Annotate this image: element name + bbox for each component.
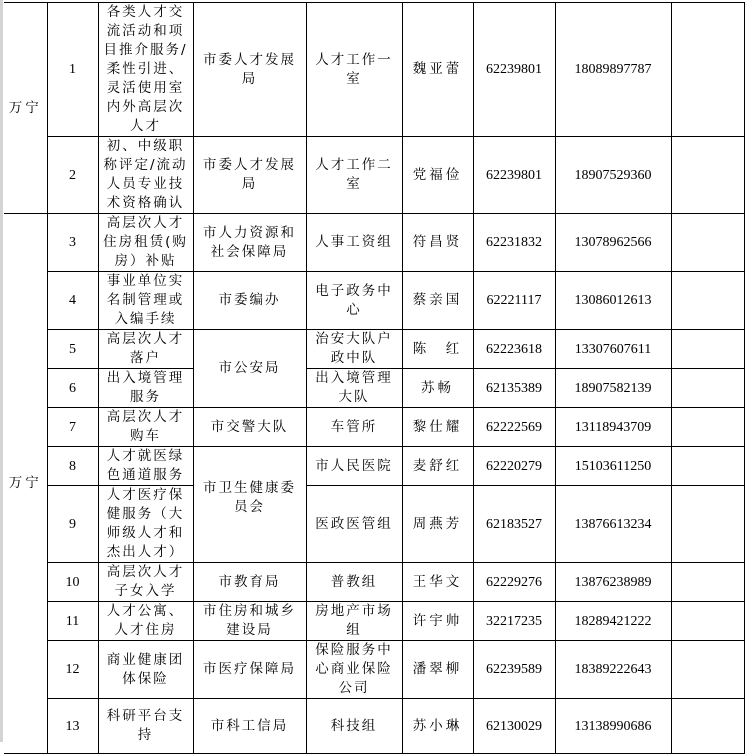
contact-person-cell[interactable]: 许宇帅	[402, 602, 473, 641]
department-cell[interactable]: 市公安局	[193, 330, 306, 408]
department-cell[interactable]: 市委编办	[193, 272, 306, 330]
office-cell[interactable]: 普教组	[306, 563, 402, 602]
row-number-cell[interactable]: 2	[47, 137, 98, 214]
region-cell[interactable]: 万宁	[4, 3, 47, 214]
row-number-cell[interactable]: 13	[47, 699, 98, 754]
service-cell[interactable]: 人才医疗保健服务（大师级人才和杰出人才）	[98, 486, 193, 563]
note-cell[interactable]	[671, 137, 744, 214]
row-number-cell[interactable]: 7	[47, 408, 98, 447]
office-cell[interactable]: 电子政务中心	[306, 272, 402, 330]
mobile-cell[interactable]: 13078962566	[555, 214, 671, 272]
office-cell[interactable]: 医政医管组	[306, 486, 402, 563]
landline-cell[interactable]: 62222569	[473, 408, 555, 447]
note-cell[interactable]	[671, 408, 744, 447]
note-cell[interactable]	[671, 3, 744, 137]
department-cell[interactable]: 市委人才发展局	[193, 137, 306, 214]
note-cell[interactable]	[671, 699, 744, 754]
table-row	[4, 486, 744, 563]
service-cell[interactable]: 高层次人才落户	[98, 330, 193, 369]
department-cell[interactable]: 市交警大队	[193, 408, 306, 447]
department-cell[interactable]: 市教育局	[193, 563, 306, 602]
note-cell[interactable]	[671, 369, 744, 408]
office-cell[interactable]: 人事工资组	[306, 214, 402, 272]
sheet-left-edge	[0, 0, 3, 742]
contact-person-cell[interactable]: 陈 红	[402, 330, 473, 369]
mobile-cell[interactable]: 13138990686	[555, 699, 671, 754]
contact-person-cell[interactable]: 黎仕耀	[402, 408, 473, 447]
note-cell[interactable]	[671, 447, 744, 486]
landline-cell[interactable]: 62130029	[473, 699, 555, 754]
contact-person-cell[interactable]: 党福俭	[402, 137, 473, 214]
table-row	[4, 214, 744, 272]
office-cell[interactable]: 人才工作一室	[306, 3, 402, 137]
office-cell[interactable]: 科技组	[306, 699, 402, 754]
office-cell[interactable]: 出入境管理大队	[306, 369, 402, 408]
table-row	[4, 330, 744, 369]
contact-person-cell[interactable]: 符昌贤	[402, 214, 473, 272]
service-cell[interactable]: 人才就医绿色通道服务	[98, 447, 193, 486]
table-row	[4, 3, 744, 137]
note-cell[interactable]	[671, 486, 744, 563]
note-cell[interactable]	[671, 214, 744, 272]
landline-cell[interactable]: 62220279	[473, 447, 555, 486]
office-cell[interactable]: 房地产市场组	[306, 602, 402, 641]
office-cell[interactable]: 治安大队户政中队	[306, 330, 402, 369]
note-cell[interactable]	[671, 602, 744, 641]
row-number-cell[interactable]: 8	[47, 447, 98, 486]
department-cell[interactable]: 市住房和城乡建设局	[193, 602, 306, 641]
service-cell[interactable]: 出入境管理服务	[98, 369, 193, 408]
service-cell[interactable]: 商业健康团体保险	[98, 641, 193, 699]
mobile-cell[interactable]: 18907529360	[555, 137, 671, 214]
contact-person-cell[interactable]: 魏亚蕾	[402, 3, 473, 137]
office-cell[interactable]: 车管所	[306, 408, 402, 447]
landline-cell[interactable]: 62231832	[473, 214, 555, 272]
row-number-cell[interactable]: 4	[47, 272, 98, 330]
row-number-cell[interactable]: 3	[47, 214, 98, 272]
service-cell[interactable]: 事业单位实名制管理或入编手续	[98, 272, 193, 330]
region-cell[interactable]: 万宁	[4, 214, 47, 754]
landline-cell[interactable]: 62221117	[473, 272, 555, 330]
row-number-cell[interactable]: 9	[47, 486, 98, 563]
mobile-cell[interactable]: 18389222643	[555, 641, 671, 699]
row-number-cell[interactable]: 11	[47, 602, 98, 641]
contact-person-cell[interactable]: 蔡亲国	[402, 272, 473, 330]
landline-cell[interactable]: 62239801	[473, 3, 555, 137]
landline-cell[interactable]: 62223618	[473, 330, 555, 369]
contact-person-cell[interactable]: 苏小琳	[402, 699, 473, 754]
table-row	[4, 602, 744, 641]
service-cell[interactable]: 高层次人才住房租赁(购房）补贴	[98, 214, 193, 272]
department-cell[interactable]: 市委人才发展局	[193, 3, 306, 137]
service-cell[interactable]: 高层次人才购车	[98, 408, 193, 447]
table-row	[4, 641, 744, 699]
contact-person-cell[interactable]: 周燕芳	[402, 486, 473, 563]
note-cell[interactable]	[671, 272, 744, 330]
department-cell[interactable]: 市医疗保障局	[193, 641, 306, 699]
landline-cell[interactable]: 62135389	[473, 369, 555, 408]
row-number-cell[interactable]: 10	[47, 563, 98, 602]
service-cell[interactable]: 科研平台支持	[98, 699, 193, 754]
landline-cell[interactable]: 62239589	[473, 641, 555, 699]
mobile-cell[interactable]: 13086012613	[555, 272, 671, 330]
service-cell[interactable]: 各类人才交流活动和项目推介服务/柔性引进、灵活使用室内外高层次人才	[98, 3, 193, 137]
contact-person-cell[interactable]: 苏畅	[402, 369, 473, 408]
department-cell[interactable]: 市人力资源和社会保障局	[193, 214, 306, 272]
table-row	[4, 137, 744, 214]
office-cell[interactable]: 保险服务中心商业保险公司	[306, 641, 402, 699]
mobile-cell[interactable]: 18289421222	[555, 602, 671, 641]
landline-cell[interactable]: 62239801	[473, 137, 555, 214]
note-cell[interactable]	[671, 641, 744, 699]
service-cell[interactable]: 高层次人才子女入学	[98, 563, 193, 602]
landline-cell[interactable]: 62183527	[473, 486, 555, 563]
landline-cell[interactable]: 62229276	[473, 563, 555, 602]
mobile-cell[interactable]: 13118943709	[555, 408, 671, 447]
contact-person-cell[interactable]: 麦舒红	[402, 447, 473, 486]
mobile-cell[interactable]: 13307607611	[555, 330, 671, 369]
landline-cell[interactable]: 32217235	[473, 602, 555, 641]
note-cell[interactable]	[671, 563, 744, 602]
table-row	[4, 272, 744, 330]
row-number-cell[interactable]: 1	[47, 3, 98, 137]
contact-person-cell[interactable]: 王华文	[402, 563, 473, 602]
table-row	[4, 699, 744, 754]
office-cell[interactable]: 人才工作二室	[306, 137, 402, 214]
department-cell[interactable]: 市科工信局	[193, 699, 306, 754]
mobile-cell[interactable]: 15103611250	[555, 447, 671, 486]
mobile-cell[interactable]: 18089897787	[555, 3, 671, 137]
row-number-cell[interactable]: 12	[47, 641, 98, 699]
table-row	[4, 447, 744, 486]
office-cell[interactable]: 市人民医院	[306, 447, 402, 486]
contact-person-cell[interactable]: 潘翠柳	[402, 641, 473, 699]
table-row	[4, 563, 744, 602]
table-row	[4, 408, 744, 447]
mobile-cell[interactable]: 13876613234	[555, 486, 671, 563]
service-cell[interactable]: 人才公寓、人才住房	[98, 602, 193, 641]
mobile-cell[interactable]: 18907582139	[555, 369, 671, 408]
note-cell[interactable]	[671, 330, 744, 369]
table-row	[4, 369, 744, 408]
contact-table	[4, 2, 745, 754]
service-cell[interactable]: 初、中级职称评定/流动人员专业技术资格确认	[98, 137, 193, 214]
row-number-cell[interactable]: 5	[47, 330, 98, 369]
department-cell[interactable]: 市卫生健康委员会	[193, 447, 306, 563]
row-number-cell[interactable]: 6	[47, 369, 98, 408]
mobile-cell[interactable]: 13876238989	[555, 563, 671, 602]
